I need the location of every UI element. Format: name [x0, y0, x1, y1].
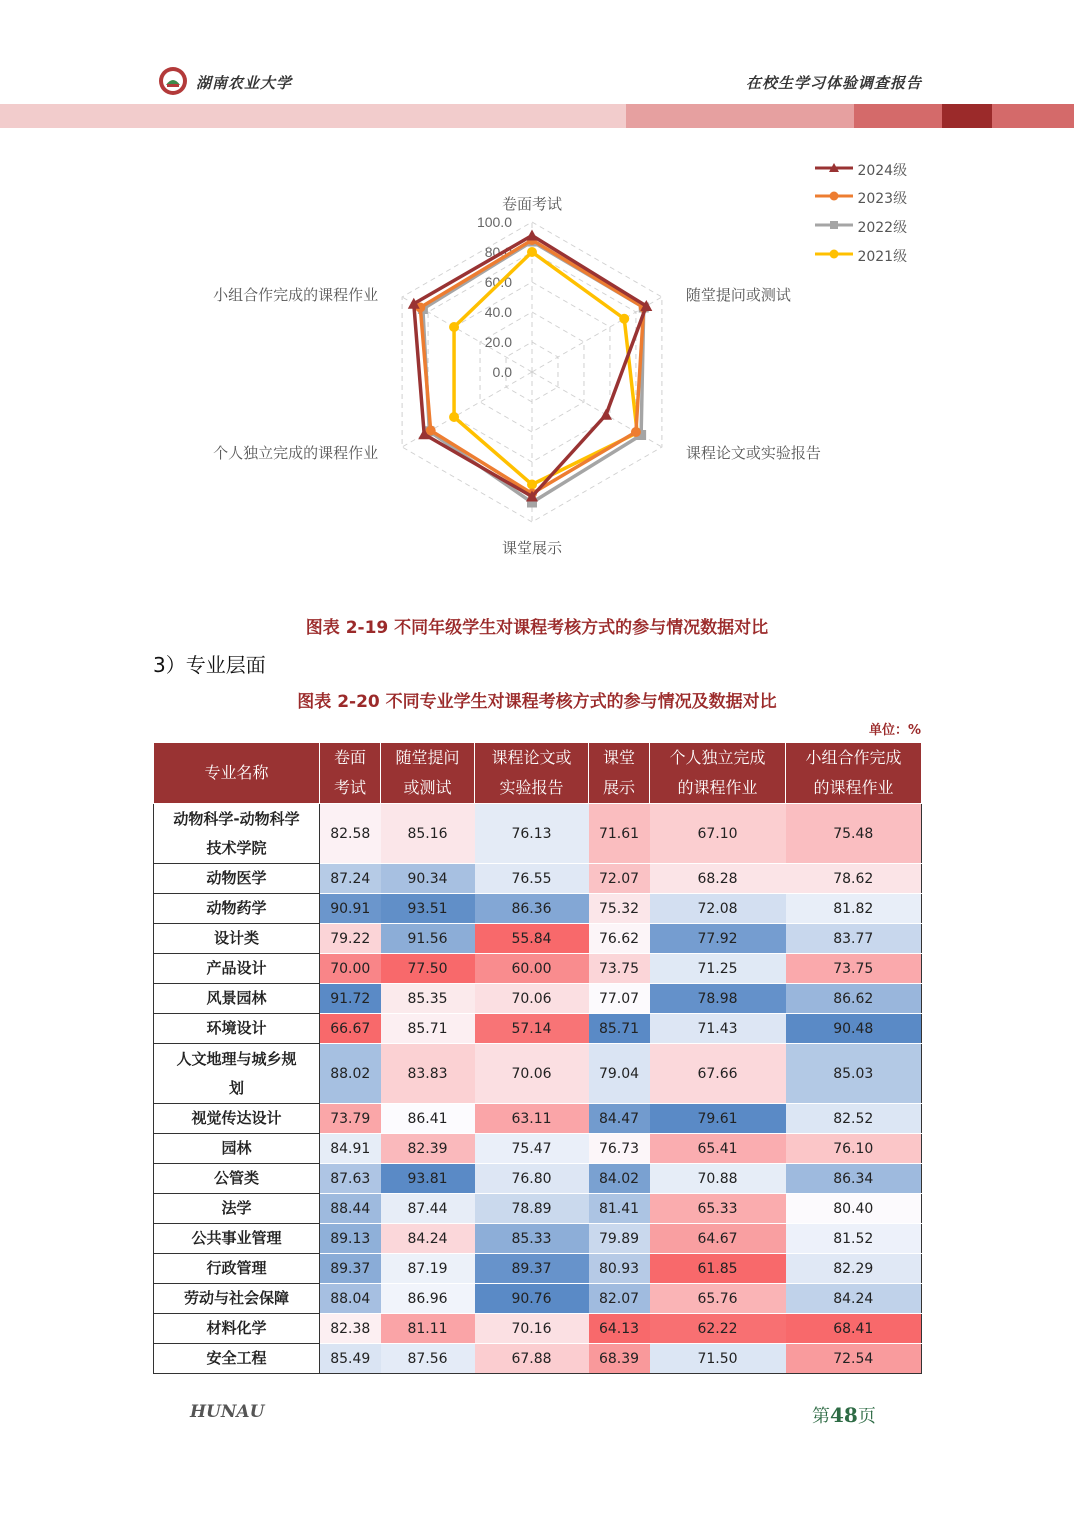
major-name-text: 公管类 [213, 1169, 259, 1187]
value-cell: 85.03 [786, 1044, 922, 1104]
value-cell: 65.41 [650, 1134, 786, 1164]
value-cell: 82.29 [786, 1254, 922, 1284]
column-header-text: 展示 [602, 778, 635, 797]
value-cell: 78.98 [650, 984, 786, 1014]
value-cell: 76.13 [475, 804, 589, 864]
value-cell: 81.82 [786, 894, 922, 924]
radar-series-line [414, 236, 647, 497]
major-name-text: 技术学院 [206, 838, 267, 857]
major-name-text: 人文地理与城乡规 [176, 1049, 297, 1068]
value-cell: 78.89 [475, 1194, 589, 1224]
value-cell: 63.11 [475, 1104, 589, 1134]
radar-tick-label: 20.0 [484, 334, 512, 350]
value-cell: 60.00 [475, 954, 589, 984]
page-suffix: 页 [857, 1406, 876, 1427]
value-cell: 72.08 [650, 894, 786, 924]
legend-2024 [815, 160, 907, 180]
page-prefix: 第 [812, 1406, 830, 1427]
value-cell: 86.62 [786, 984, 922, 1014]
legend-label-2021: 2021级 [857, 249, 908, 265]
value-cell: 85.71 [381, 1014, 475, 1044]
page-header [0, 0, 1074, 130]
major-name-text: 动物医学 [206, 869, 267, 887]
major-name-text: 动物科学-动物科学 [173, 809, 300, 828]
header-band-mid [626, 104, 854, 128]
unit-label: 单位：% [868, 723, 921, 738]
major-name-cell [154, 1134, 320, 1164]
table-row [154, 1164, 922, 1194]
table-row [154, 1194, 922, 1224]
value-cell: 79.22 [320, 924, 381, 954]
value-cell: 76.62 [589, 924, 650, 954]
table-row [154, 954, 922, 984]
value-cell: 57.14 [475, 1014, 589, 1044]
value-cell: 71.61 [589, 804, 650, 864]
value-cell: 73.75 [786, 954, 922, 984]
value-cell: 84.91 [320, 1134, 381, 1164]
major-name-text: 产品设计 [206, 959, 267, 977]
value-cell: 68.39 [589, 1344, 650, 1374]
value-cell: 89.13 [320, 1224, 381, 1254]
value-cell: 84.02 [589, 1164, 650, 1194]
legend-label-2022: 2022级 [857, 220, 908, 236]
value-cell: 64.13 [589, 1314, 650, 1344]
major-name-text: 环境设计 [206, 1019, 267, 1037]
value-cell: 87.19 [381, 1254, 475, 1284]
radar-point [527, 480, 537, 490]
value-cell: 85.16 [381, 804, 475, 864]
value-cell: 67.88 [475, 1344, 589, 1374]
radar-tick-label: 40.0 [484, 304, 512, 320]
value-cell: 76.73 [589, 1134, 650, 1164]
value-cell: 85.35 [381, 984, 475, 1014]
major-name-text: 风景园林 [206, 989, 267, 1007]
value-cell: 70.06 [475, 1044, 589, 1104]
column-header [589, 743, 650, 804]
radar-tick-label: 80.0 [484, 244, 512, 260]
value-cell: 82.07 [589, 1284, 650, 1314]
major-name-cell [154, 1224, 320, 1254]
table-row [154, 1284, 922, 1314]
legend-label-2023: 2023级 [857, 191, 908, 207]
table-row [154, 894, 922, 924]
legend-marker-2024-icon [815, 161, 853, 175]
report-title: 在校生学习体验调查报告 [745, 74, 922, 92]
value-cell: 86.96 [381, 1284, 475, 1314]
school-name: 湖南农业大学 [196, 74, 293, 92]
major-name-cell [154, 924, 320, 954]
table-row [154, 1224, 922, 1254]
header-band-rose [854, 104, 942, 128]
column-header [650, 743, 786, 804]
value-cell: 90.76 [475, 1284, 589, 1314]
value-cell: 76.80 [475, 1164, 589, 1194]
radar-axis-label: 卷面考试 [501, 195, 563, 213]
value-cell: 93.81 [381, 1164, 475, 1194]
value-cell: 81.11 [381, 1314, 475, 1344]
value-cell: 73.75 [589, 954, 650, 984]
radar-chart [0, 150, 1074, 590]
table-row [154, 924, 922, 954]
page-number-value: 48 [830, 1403, 858, 1427]
university-logo-icon [158, 66, 188, 96]
value-cell: 80.93 [589, 1254, 650, 1284]
column-header [154, 743, 320, 804]
value-cell: 87.63 [320, 1164, 381, 1194]
radar-point [631, 427, 641, 437]
value-cell: 68.41 [786, 1314, 922, 1344]
value-cell: 85.71 [589, 1014, 650, 1044]
value-cell: 81.52 [786, 1224, 922, 1254]
table-row [154, 1014, 922, 1044]
page-number [812, 1402, 876, 1428]
value-cell: 89.37 [475, 1254, 589, 1284]
value-cell: 82.39 [381, 1134, 475, 1164]
major-name-cell [154, 1344, 320, 1374]
table-row [154, 804, 922, 864]
column-header-text: 考试 [333, 778, 366, 797]
value-cell: 75.47 [475, 1134, 589, 1164]
value-cell: 71.50 [650, 1344, 786, 1374]
value-cell: 85.49 [320, 1344, 381, 1374]
major-name-text: 劳动与社会保障 [183, 1289, 289, 1307]
column-header-text: 专业名称 [204, 763, 269, 782]
column-header [381, 743, 475, 804]
value-cell: 86.41 [381, 1104, 475, 1134]
value-cell: 75.32 [589, 894, 650, 924]
value-cell: 77.50 [381, 954, 475, 984]
major-name-text: 视觉传达设计 [191, 1109, 282, 1127]
value-cell: 70.16 [475, 1314, 589, 1344]
value-cell: 79.61 [650, 1104, 786, 1134]
value-cell: 75.48 [786, 804, 922, 864]
major-name-cell [154, 894, 320, 924]
value-cell: 84.24 [381, 1224, 475, 1254]
major-name-text: 法学 [221, 1199, 252, 1217]
major-name-cell [154, 864, 320, 894]
table-row [154, 1134, 922, 1164]
figure-2-19-caption: 图表 2-19 不同年级学生对课程考核方式的参与情况数据对比 [305, 618, 769, 638]
table-body [154, 804, 922, 1374]
value-cell: 83.83 [381, 1044, 475, 1104]
value-cell: 90.48 [786, 1014, 922, 1044]
table-row [154, 1044, 922, 1104]
value-cell: 87.24 [320, 864, 381, 894]
value-cell: 70.88 [650, 1164, 786, 1194]
column-header-text: 课堂 [602, 748, 635, 767]
major-name-cell [154, 1284, 320, 1314]
column-header-text: 小组合作完成 [805, 748, 902, 767]
radar-tick-label: 0.0 [492, 364, 512, 380]
section-heading: 3）专业层面 [153, 653, 266, 677]
value-cell: 70.00 [320, 954, 381, 984]
table-row [154, 864, 922, 894]
radar-axis-label: 随堂提问或测试 [685, 286, 791, 304]
value-cell: 91.72 [320, 984, 381, 1014]
table-row [154, 1254, 922, 1284]
header-band-end [992, 104, 1074, 128]
legend-2022 [815, 217, 907, 237]
column-header-text: 课程论文或 [491, 748, 572, 767]
legend-marker-2022-icon [815, 218, 853, 232]
radar-tick-label: 60.0 [484, 274, 512, 290]
value-cell: 65.33 [650, 1194, 786, 1224]
column-header-text: 实验报告 [499, 778, 564, 797]
column-header-text: 随堂提问 [395, 748, 460, 767]
radar-point [527, 247, 537, 257]
value-cell: 90.34 [381, 864, 475, 894]
value-cell: 86.36 [475, 894, 589, 924]
value-cell: 91.56 [381, 924, 475, 954]
header-band-light [0, 104, 626, 128]
value-cell: 84.24 [786, 1284, 922, 1314]
table-header-row [154, 743, 922, 804]
value-cell: 79.04 [589, 1044, 650, 1104]
value-cell: 64.67 [650, 1224, 786, 1254]
value-cell: 73.79 [320, 1104, 381, 1134]
value-cell: 82.58 [320, 804, 381, 864]
radar-point [619, 314, 629, 324]
major-name-cell [154, 1164, 320, 1194]
major-name-cell [154, 984, 320, 1014]
column-header-text: 的课程作业 [813, 778, 894, 797]
value-cell: 82.52 [786, 1104, 922, 1134]
value-cell: 86.34 [786, 1164, 922, 1194]
value-cell: 78.62 [786, 864, 922, 894]
value-cell: 87.44 [381, 1194, 475, 1224]
value-cell: 83.77 [786, 924, 922, 954]
value-cell: 88.44 [320, 1194, 381, 1224]
radar-axis-label: 个人独立完成的课程作业 [213, 444, 379, 462]
major-comparison-table [153, 742, 922, 1374]
column-header [475, 743, 589, 804]
value-cell: 87.56 [381, 1344, 475, 1374]
value-cell: 88.02 [320, 1044, 381, 1104]
value-cell: 67.66 [650, 1044, 786, 1104]
value-cell: 70.06 [475, 984, 589, 1014]
value-cell: 84.47 [589, 1104, 650, 1134]
value-cell: 79.89 [589, 1224, 650, 1254]
column-header [786, 743, 922, 804]
value-cell: 68.28 [650, 864, 786, 894]
major-name-text: 园林 [221, 1139, 252, 1157]
value-cell: 72.54 [786, 1344, 922, 1374]
column-header-text: 或测试 [403, 778, 452, 797]
value-cell: 88.04 [320, 1284, 381, 1314]
table-row [154, 1344, 922, 1374]
value-cell: 77.92 [650, 924, 786, 954]
value-cell: 66.67 [320, 1014, 381, 1044]
major-name-text: 设计类 [213, 929, 259, 947]
column-header-text: 个人独立完成 [669, 748, 766, 767]
radar-point [449, 322, 459, 332]
radar-axis-label: 小组合作完成的课程作业 [213, 286, 379, 304]
radar-axis-label: 课堂展示 [501, 539, 563, 557]
value-cell: 81.41 [589, 1194, 650, 1224]
major-name-text: 行政管理 [206, 1259, 267, 1277]
value-cell: 82.38 [320, 1314, 381, 1344]
major-name-cell [154, 954, 320, 984]
value-cell: 77.07 [589, 984, 650, 1014]
value-cell: 85.33 [475, 1224, 589, 1254]
table-row [154, 984, 922, 1014]
major-name-cell [154, 1044, 320, 1104]
value-cell: 62.22 [650, 1314, 786, 1344]
table-row [154, 1314, 922, 1344]
major-name-cell [154, 804, 320, 864]
legend-marker-2023-icon [815, 189, 853, 203]
table-row [154, 1104, 922, 1134]
major-name-text: 划 [228, 1078, 244, 1097]
figure-2-20-caption: 图表 2-20 不同专业学生对课程考核方式的参与情况及数据对比 [297, 692, 777, 712]
value-cell: 71.43 [650, 1014, 786, 1044]
major-name-cell [154, 1014, 320, 1044]
radar-point [449, 412, 459, 422]
value-cell: 72.07 [589, 864, 650, 894]
value-cell: 80.40 [786, 1194, 922, 1224]
value-cell: 65.76 [650, 1284, 786, 1314]
value-cell: 67.10 [650, 804, 786, 864]
legend-2023 [815, 188, 907, 208]
legend-2021 [815, 246, 907, 266]
column-header-text: 卷面 [333, 748, 366, 767]
value-cell: 71.25 [650, 954, 786, 984]
value-cell: 93.51 [381, 894, 475, 924]
column-header [320, 743, 381, 804]
major-name-cell [154, 1254, 320, 1284]
column-header-text: 的课程作业 [677, 778, 758, 797]
major-name-text: 安全工程 [206, 1349, 267, 1367]
major-name-cell [154, 1194, 320, 1224]
radar-point [526, 230, 538, 241]
major-name-cell [154, 1104, 320, 1134]
value-cell: 90.91 [320, 894, 381, 924]
footer-brand: HUNAU [190, 1402, 265, 1422]
major-name-text: 材料化学 [206, 1319, 267, 1337]
legend-label-2024: 2024级 [857, 163, 908, 179]
radar-tick-label: 100.0 [476, 214, 512, 230]
header-band-dark [942, 104, 992, 128]
major-name-text: 动物药学 [206, 899, 267, 917]
value-cell: 76.55 [475, 864, 589, 894]
major-name-text: 公共事业管理 [191, 1229, 282, 1247]
radar-axis-label: 课程论文或实验报告 [685, 444, 821, 462]
value-cell: 55.84 [475, 924, 589, 954]
legend-marker-2021-icon [815, 247, 853, 261]
value-cell: 76.10 [786, 1134, 922, 1164]
value-cell: 61.85 [650, 1254, 786, 1284]
major-name-cell [154, 1314, 320, 1344]
value-cell: 89.37 [320, 1254, 381, 1284]
